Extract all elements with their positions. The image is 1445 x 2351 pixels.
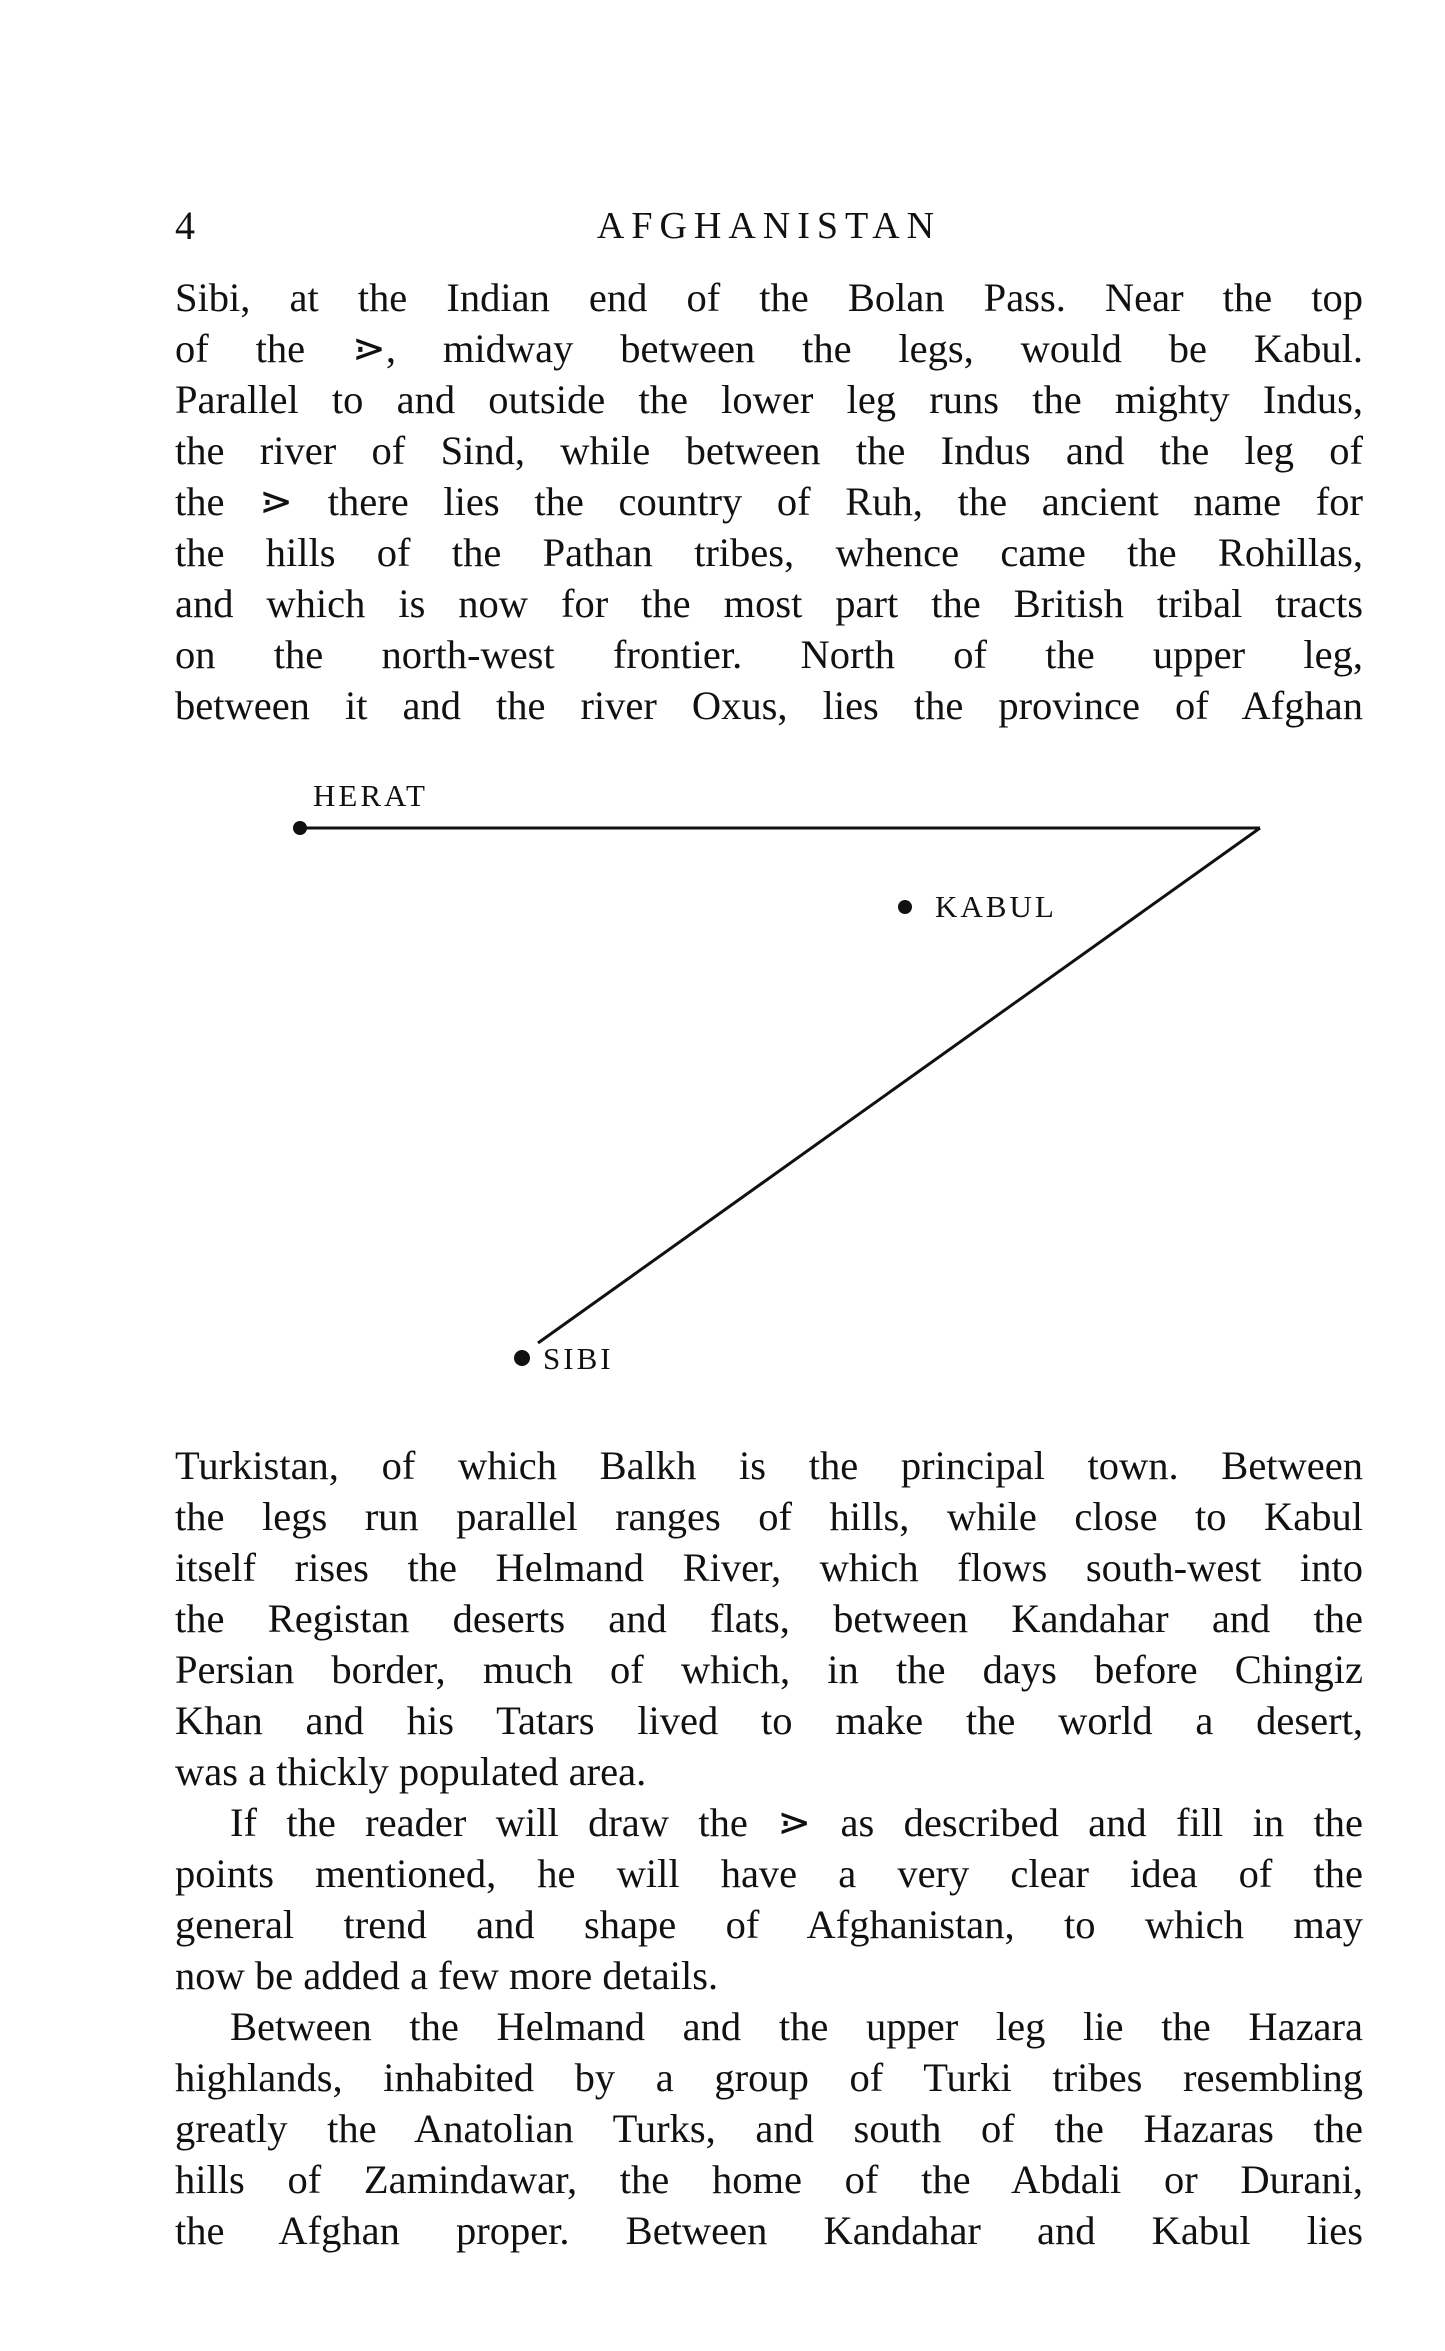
text-line: was a thickly populated area. [175,1749,647,1794]
herat-label: HERAT [313,778,428,813]
herat-dot [293,821,307,835]
text-line: the legs run parallel ranges of hills, while close to Kabul [175,1494,1363,1539]
kabul-label: KABUL [935,889,1057,924]
text-line: If the reader will draw the ⋗ as described and fill in the [230,1800,1363,1845]
text-line: greatly the Anatolian Turks, and south of the Hazaras the [175,2106,1363,2151]
text-line: of the ⋗, midway between the legs, would be Kabul. [175,326,1363,371]
text-line: now be added a few more details. [175,1953,719,1998]
text-line: Khan and his Tatars lived to make the world a desert, [175,1698,1363,1743]
paragraph-reader [175,1797,1363,2001]
text-line: hills of Zamindawar, the home of the Abdali or Durani, [175,2157,1363,2202]
text-line: highlands, inhabited by a group of Turki tribes resembling [175,2055,1363,2100]
paragraph-turkistan [175,1440,1363,1797]
text-line: the Registan deserts and flats, between Kandahar and the [175,1596,1363,1641]
text-line: Between the Helmand and the upper leg lie the Hazara [230,2004,1363,2049]
sibi-label: SIBI [543,1341,614,1376]
paragraph-hazara [175,2001,1363,2256]
text-line: itself rises the Helmand River, which flows south-west into [175,1545,1363,1590]
text-line: Persian border, much of which, in the days before Chingiz [175,1647,1363,1692]
text-line: the ⋗ there lies the country of Ruh, the ancient name for [175,479,1363,524]
text-line: general trend and shape of Afghanistan, to which may [175,1902,1363,1947]
kabul-dot [898,900,912,914]
text-line: Turkistan, of which Balkh is the principal town. Between [175,1443,1363,1488]
page-title: AFGHANISTAN [596,205,942,247]
text-line: Sibi, at the Indian end of the Bolan Pass. Near the top [175,275,1363,320]
text-line: Parallel to and outside the lower leg runs the mighty Indus, [175,377,1363,422]
text-line: and which is now for the most part the British tribal tracts [175,581,1363,626]
lower-text-block [175,1440,1363,2256]
text-line: between it and the river Oxus, lies the province of Afghan [175,683,1363,728]
page-number: 4 [175,203,195,248]
sibi-dot [514,1350,530,1366]
text-line: on the north-west frontier. North of the upper leg, [175,632,1363,677]
text-line: the Afghan proper. Between Kandahar and Kabul lies [175,2208,1363,2253]
text-line: the river of Sind, while between the Indus and the leg of [175,428,1363,473]
text-line: points mentioned, he will have a very clear idea of the [175,1851,1363,1896]
text-line: the hills of the Pathan tribes, whence came the Rohillas, [175,530,1363,575]
